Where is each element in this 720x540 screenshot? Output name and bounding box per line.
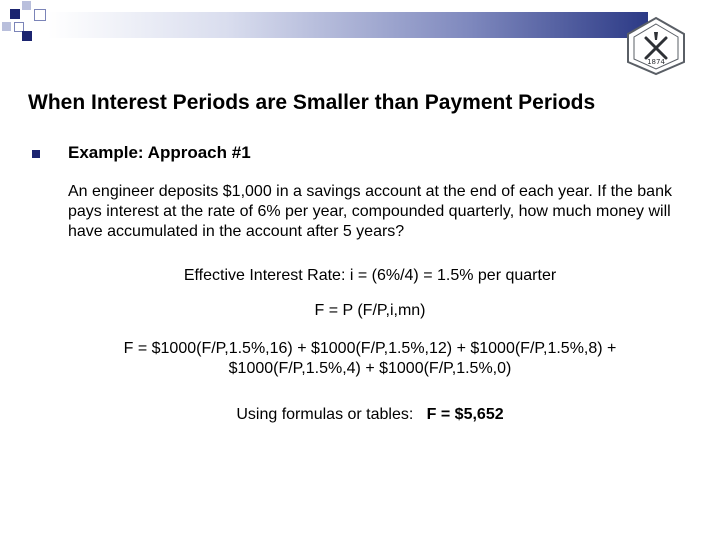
school-seal-logo <box>624 14 688 78</box>
decor-square-4 <box>2 22 11 31</box>
header-gradient-band <box>48 12 648 38</box>
result-line <box>10 405 720 425</box>
formula-line: F = P (F/P,i,mn) <box>314 302 426 319</box>
example-heading: Example: Approach #1 <box>68 143 251 162</box>
bullet-square-icon <box>32 150 40 158</box>
decor-square-3 <box>34 9 46 21</box>
problem-statement: An engineer deposits $1,000 in a savings account at the end of each year. If the bank pays interest at the rate of 6% per year, compounded quarterly, how much money will have accumulated in the account after 5 years? <box>68 183 672 240</box>
sum-equation <box>10 339 720 379</box>
decor-square-6 <box>22 31 32 41</box>
decor-square-2 <box>22 1 31 10</box>
slide-title: When Interest Periods are Smaller than Payment Periods <box>28 91 596 114</box>
result-value: F = $5,652 <box>426 406 504 423</box>
sum-line-2: $1000(F/P,1.5%,4) + $1000(F/P,1.5%,0) <box>228 360 512 377</box>
logo-year: 1874 <box>647 58 665 66</box>
result-prefix: Using formulas or tables: <box>236 406 423 423</box>
effective-rate-line: Effective Interest Rate: i = (6%/4) = 1.5% per quarter <box>183 267 557 284</box>
sum-line-1: F = $1000(F/P,1.5%,16) + $1000(F/P,1.5%,12) + $1000(F/P,1.5%,8) + <box>123 340 617 357</box>
decor-square-1 <box>10 9 20 19</box>
